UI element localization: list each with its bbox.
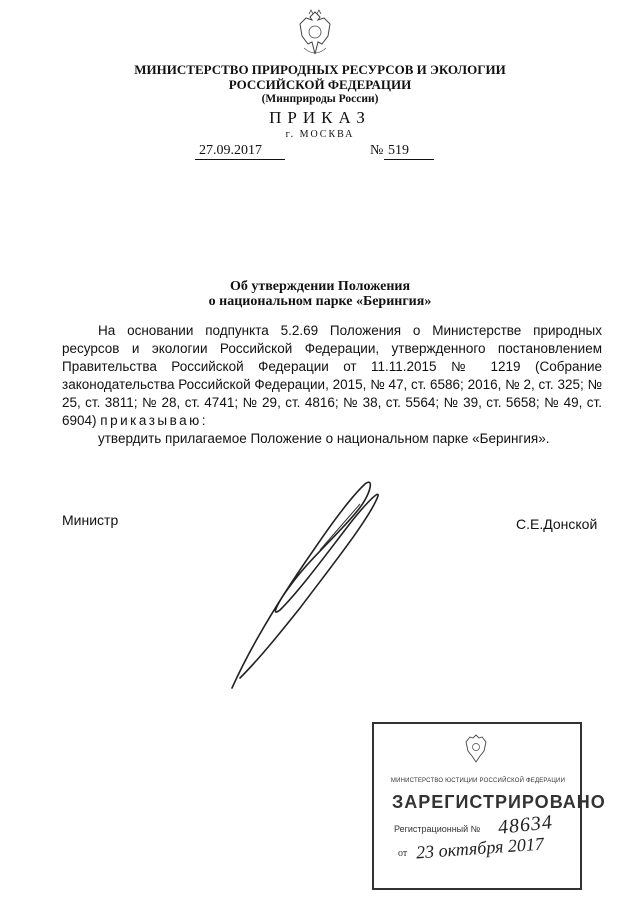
registration-stamp [372, 722, 606, 890]
stamp-registered: ЗАРЕГИСТРИРОВАНО [392, 792, 606, 812]
stamp-from-label: от [398, 848, 408, 859]
handwritten-signature [220, 478, 390, 698]
document-type: ПРИКАЗ [269, 108, 371, 127]
document-title [140, 279, 500, 309]
stamp-reg-number: 48634 [496, 811, 554, 839]
order-word: приказываю: [100, 413, 209, 428]
coat-of-arms-icon [294, 8, 336, 60]
stamp-reg-date: 23 октября 2017 [415, 833, 545, 863]
order-number: 519 [384, 143, 434, 160]
order-date: 27.09.2017 [195, 143, 285, 160]
body-paragraph-resolution: утвердить прилагаемое Положение о национальном парке «Берингия». [98, 431, 550, 446]
basis-text: На основании подпункта 5.2.69 Положения о Министерстве природных ресурсов и экологии Российской Федерации, утвержденного постановлением Правительства Российской Федерации от 11.11.2015 № 1219 (Собрание законодательства Российской Федерации, 2015, № 47, ст. 6586; 2016, № 2, ст. 325; № 25, ст. 3811; № 28, ст. 4741; № 29, ст. 4816; № 38, ст. 5564; № 39, ст. 5658; № 49, ст. 6904) [62, 323, 602, 428]
ministry-name-line2: РОССИЙСКОЙ ФЕДЕРАЦИИ [228, 77, 412, 92]
document-title-line1: Об утверждении Положения [229, 279, 411, 294]
ministry-name-line1: МИНИСТЕРСТВО ПРИРОДНЫХ РЕСУРСОВ И ЭКОЛОГИИ [134, 62, 506, 77]
body-paragraph-basis [62, 322, 602, 430]
stamp-ministry: МИНИСТЕРСТВО ЮСТИЦИИ РОССИЙСКОЙ ФЕДЕРАЦИИ [390, 778, 566, 784]
stamp-emblem-icon [462, 732, 490, 766]
city: г. МОСКВА [285, 129, 355, 140]
ministry-name [120, 62, 520, 92]
stamp-reg-number-label: Регистрационный № [394, 824, 481, 834]
order-number-label: № [370, 143, 384, 158]
signer-name: С.Е.Донской [516, 516, 598, 532]
signer-position: Министр [62, 512, 119, 528]
ministry-short-name: (Минприроды России) [261, 93, 379, 105]
document-title-line2: о национальном парке «Берингия» [208, 294, 432, 309]
order-body [62, 322, 602, 448]
